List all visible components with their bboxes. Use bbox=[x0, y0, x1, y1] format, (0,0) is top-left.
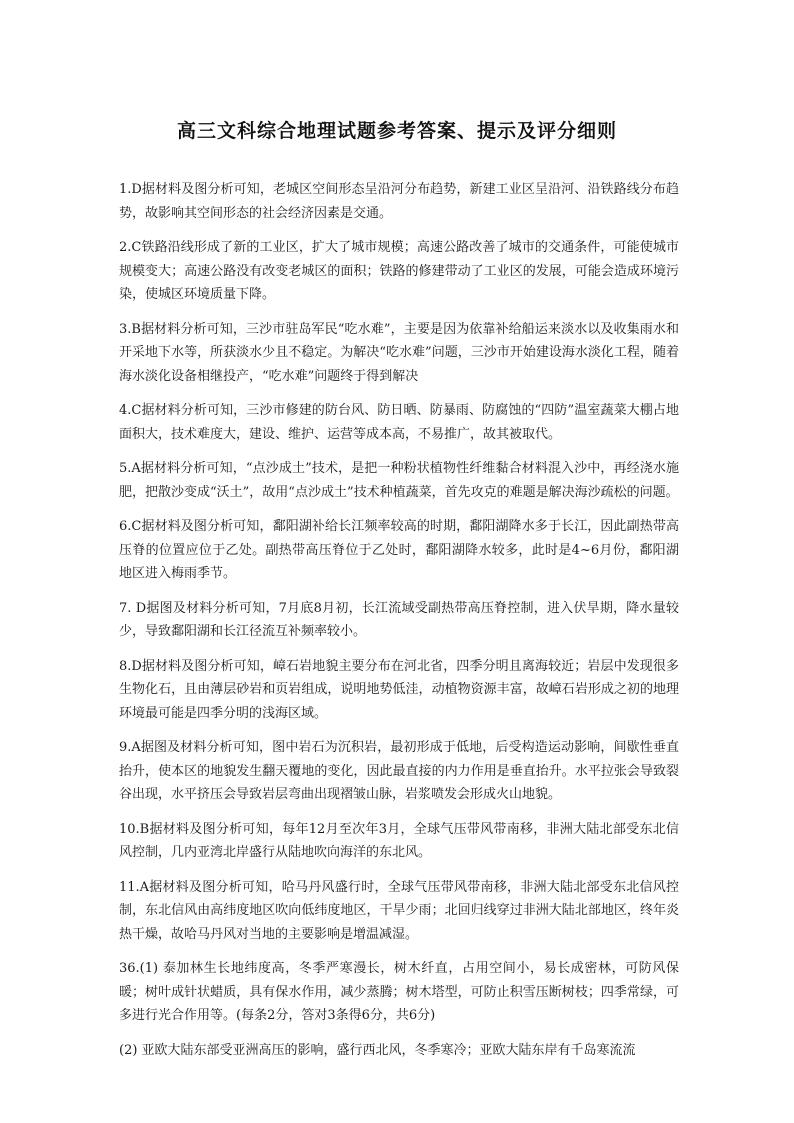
answer-paragraph: (2) 亚欧大陆东部受亚洲高压的影响，盛行西北风，冬季寒冷；亚欧大陆东岸有千岛寒流流 bbox=[119, 1042, 636, 1058]
answer-paragraph: 36.(1) 泰加林生长地纬度高，冬季严寒漫长，树木纤直，占用空间小，易长成密林，可防风保暖；树叶成针状蜡质，具有保水作用，减少蒸腾；树木塔型，可防止积雪压断树枝；四季常绿，可多进行光合作用等。(每条2分，答对3条得6分，共6分) bbox=[119, 961, 679, 1023]
answer-paragraph: 5.A据材料分析可知，“点沙成土”技术，是把一种粉状植物性纤维黏合材料混入沙中，再经浇水施肥，把散沙变成“沃土”，故用“点沙成土”技术种植蔬菜，首先攻克的难题是解决海沙疏松的问题。 bbox=[119, 461, 679, 500]
answer-paragraph: 2.C铁路沿线形成了新的工业区，扩大了城市规模；高速公路改善了城市的交通条件，可能使城市规模变大；高速公路没有改变老城区的面积；铁路的修建带动了工业区的发展，可能会造成环境污染，使城区环境质量下降。 bbox=[119, 240, 679, 302]
document-title: 高三文科综合地理试题参考答案、提示及评分细则 bbox=[176, 120, 617, 142]
answer-paragraph: 4.C据材料分析可知，三沙市修建的防台风、防日晒、防暴雨、防腐蚀的“四防”温室蔬菜大棚占地面积大，技术难度大，建设、维护、运营等成本高，不易推广，故其被取代。 bbox=[119, 403, 679, 442]
answer-paragraph: 11.A据材料及图分析可知，哈马丹风盛行时，全球气压带风带南移，非洲大陆北部受东北信风控制，东北信风由高纬度地区吹向低纬度地区，干旱少雨；北回归线穿过非洲大陆北部地区，终年炎热干燥，故哈马丹风对当地的主要影响是增温减湿。 bbox=[119, 879, 679, 942]
answer-paragraph: 9.A据图及材料分析可知，图中岩石为沉积岩，最初形成于低地，后受构造运动影响，间歇性垂直抬升，使本区的地貌发生翻天覆地的变化，因此最直接的内力作用是垂直抬升。水平拉张会导致裂谷出现，水平挤压会导致岩层弯曲出现褶皱山脉，岩浆喷发会形成火山地貌。 bbox=[119, 740, 679, 802]
answer-paragraph: 10.B据材料及图分析可知，每年12月至次年3月，全球气压带风带南移，非洲大陆北部受东北信风控制，几内亚湾北岸盛行从陆地吹向海洋的东北风。 bbox=[119, 821, 679, 860]
answer-list bbox=[119, 178, 679, 1073]
answer-paragraph: 8.D据材料及图分析可知，嶂石岩地貌主要分布在河北省，四季分明且离海较近；岩层中发现很多生物化石，且由薄层砂岩和页岩组成，说明地势低洼，动植物资源丰富，故嶂石岩形成之初的地理环境最可能是四季分明的浅海区域。 bbox=[119, 658, 679, 721]
answer-paragraph: 3.B据材料分析可知，三沙市驻岛军民“吃水难”，主要是因为依靠补给船运来淡水以及收集雨水和开采地下水等，所获淡水少且不稳定。为解决“吃水难”问题，三沙市开始建设海水淡化工程，随着海水淡化设备相继投产，“吃水难”问题终于得到解决 bbox=[119, 321, 679, 384]
answer-paragraph: 1.D据材料及图分析可知，老城区空间形态呈沿河分布趋势，新建工业区呈沿河、沿铁路线分布趋势，故影响其空间形态的社会经济因素是交通。 bbox=[119, 182, 679, 221]
answer-paragraph: 7. D据图及材料分析可知，7月底8月初，长江流域受副热带高压脊控制，进入伏旱期，降水量较少，导致鄱阳湖和长江径流互补频率较小。 bbox=[119, 600, 679, 639]
answer-paragraph: 6.C据材料及图分析可知，鄱阳湖补给长江频率较高的时期，鄱阳湖降水多于长江，因此副热带高压脊的位置应位于乙处。副热带高压脊位于乙处时，鄱阳湖降水较多，此时是4~6月份，鄱阳湖地区进入梅雨季节。 bbox=[119, 519, 679, 581]
